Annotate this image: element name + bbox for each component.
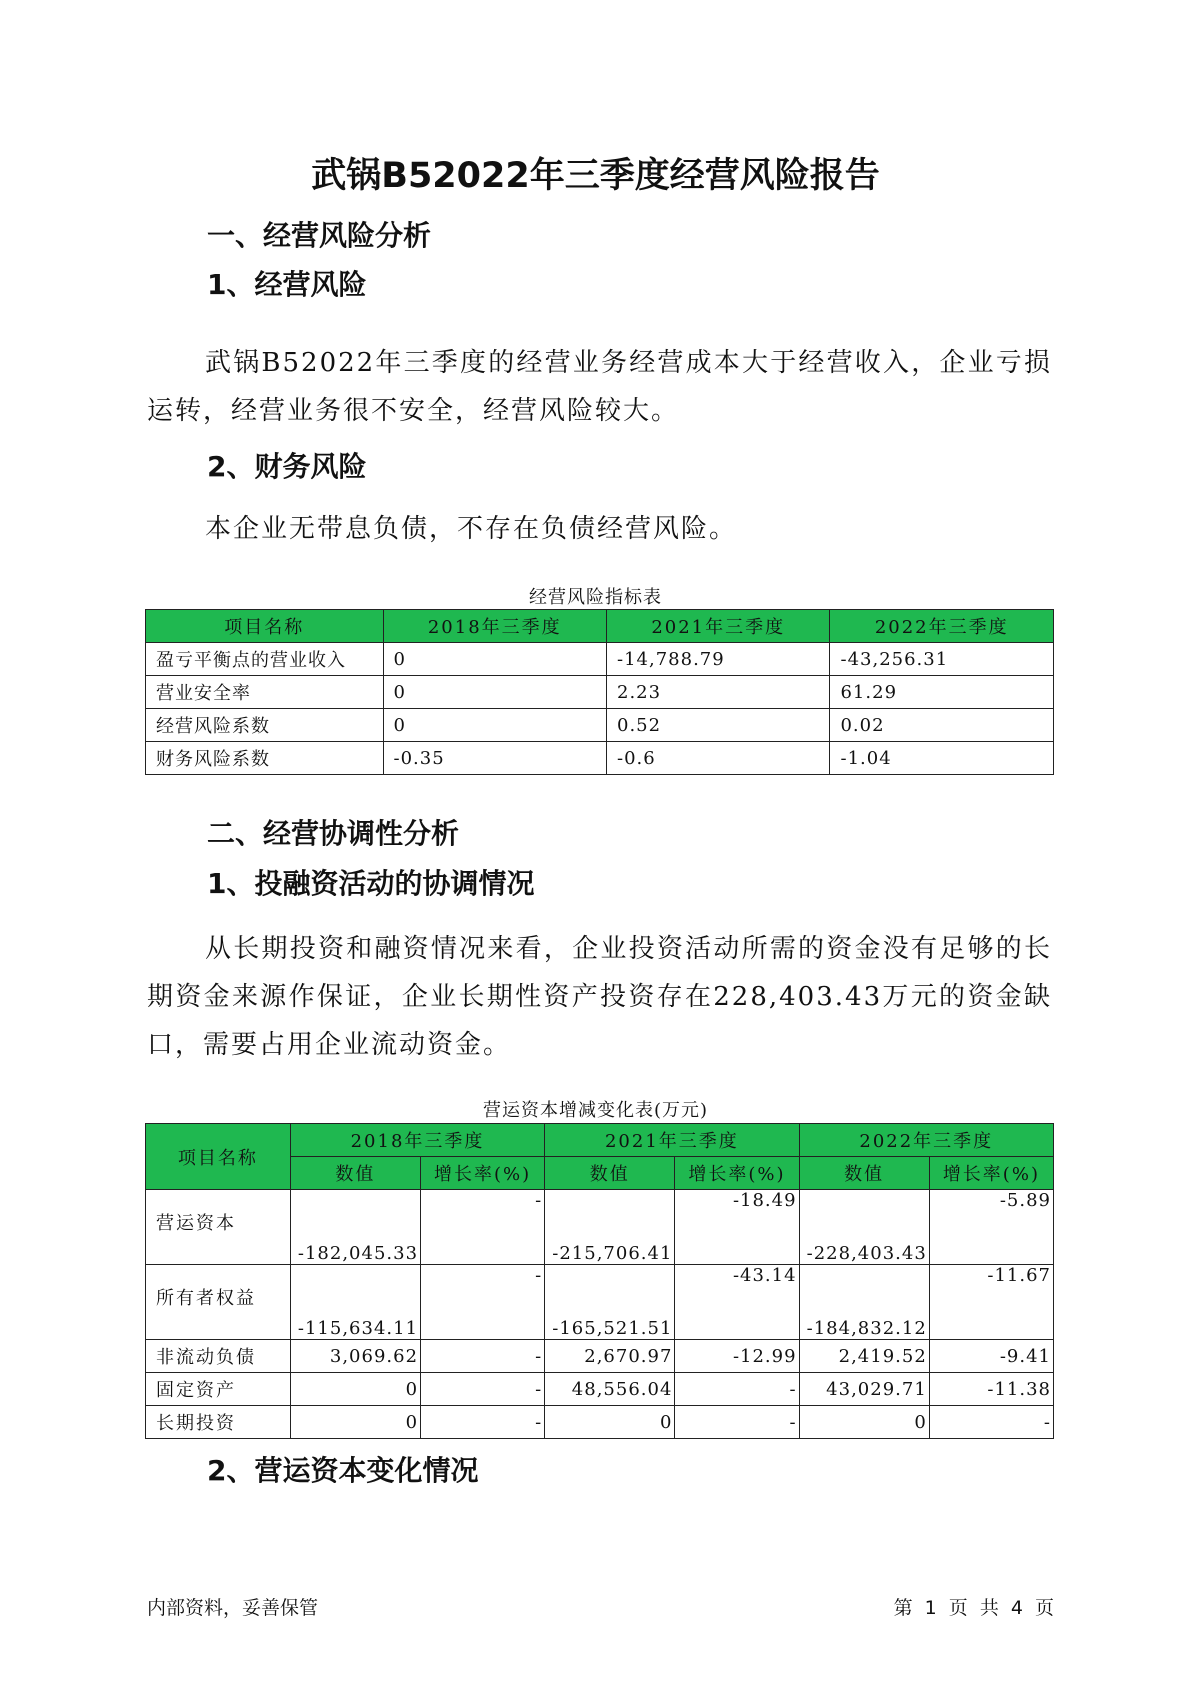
value-cell: -165,521.51	[545, 1265, 675, 1340]
document-title: 武锅B52022年三季度经营风险报告	[311, 156, 880, 196]
rate-subheader: 增长率(%)	[421, 1157, 545, 1190]
growth-rate-cell: -	[675, 1373, 799, 1406]
row-label: 固定资产	[146, 1373, 291, 1406]
value-cell: 0	[290, 1406, 420, 1439]
growth-rate-cell: -	[929, 1406, 1053, 1439]
growth-rate-cell: -43.14	[675, 1265, 799, 1340]
growth-rate-cell: -12.99	[675, 1340, 799, 1373]
table-caption-risk-indicators: 经营风险指标表	[529, 587, 662, 608]
table-row	[146, 1190, 1054, 1265]
growth-rate-cell: -11.67	[929, 1265, 1053, 1340]
column-header: 2021年三季度	[607, 610, 830, 643]
row-label: 财务风险系数	[146, 742, 384, 775]
table-row	[146, 1265, 1054, 1340]
table-cell: -0.6	[607, 742, 830, 775]
table-header-row	[146, 1124, 1054, 1157]
subheading-operating-risk: 1、经营风险	[207, 268, 367, 301]
value-cell: -228,403.43	[799, 1190, 929, 1265]
growth-rate-cell: -	[421, 1340, 545, 1373]
row-label: 经营风险系数	[146, 709, 384, 742]
period-header: 2021年三季度	[545, 1124, 799, 1157]
table-cell: -14,788.79	[607, 643, 830, 676]
footer-page-number: 第 1 页 共 4 页	[893, 1597, 1054, 1619]
working-capital-table	[145, 1123, 1054, 1439]
growth-rate-cell: -	[421, 1265, 545, 1340]
table-row	[146, 1340, 1054, 1373]
row-label: 所有者权益	[146, 1265, 291, 1340]
table-cell: 0.52	[607, 709, 830, 742]
paragraph-financial-risk: 本企业无带息负债，不存在负债经营风险。	[205, 514, 738, 544]
table-row	[146, 643, 1054, 676]
value-cell: 0	[290, 1373, 420, 1406]
table-cell: 2.23	[607, 676, 830, 709]
table-row	[146, 676, 1054, 709]
growth-rate-cell: -	[421, 1373, 545, 1406]
table-cell: -1.04	[830, 742, 1054, 775]
footer-confidential-note: 内部资料，妥善保管	[147, 1597, 319, 1619]
period-header: 2022年三季度	[799, 1124, 1053, 1157]
table-cell: 0	[383, 709, 606, 742]
column-header: 项目名称	[146, 610, 384, 643]
row-label: 盈亏平衡点的营业收入	[146, 643, 384, 676]
table-row	[146, 742, 1054, 775]
value-cell: 48,556.04	[545, 1373, 675, 1406]
section-heading-coordination: 二、经营协调性分析	[207, 817, 460, 850]
column-header: 项目名称	[146, 1124, 291, 1190]
subheading-financial-risk: 2、财务风险	[207, 450, 367, 483]
value-cell: 43,029.71	[799, 1373, 929, 1406]
value-cell: 0	[799, 1406, 929, 1439]
subheading-working-capital-change: 2、营运资本变化情况	[207, 1454, 479, 1487]
value-subheader: 数值	[799, 1157, 929, 1190]
row-label: 非流动负债	[146, 1340, 291, 1373]
column-header: 2018年三季度	[383, 610, 606, 643]
value-cell: -182,045.33	[290, 1190, 420, 1265]
risk-indicator-table	[145, 609, 1054, 775]
growth-rate-cell: -	[421, 1190, 545, 1265]
growth-rate-cell: -	[421, 1406, 545, 1439]
row-label: 营运资本	[146, 1190, 291, 1265]
growth-rate-cell: -9.41	[929, 1340, 1053, 1373]
paragraph-operating-risk: 武锅B52022年三季度的经营业务经营成本大于经营收入，企业亏损运转，经营业务很不安全，经营风险较大。	[147, 348, 1052, 426]
paragraph-investment-financing: 从长期投资和融资情况来看，企业投资活动所需的资金没有足够的长期资金来源作保证，企业长期性资产投资存在228,403.43万元的资金缺口，需要占用企业流动资金。	[147, 934, 1052, 1060]
value-cell: 3,069.62	[290, 1340, 420, 1373]
growth-rate-cell: -18.49	[675, 1190, 799, 1265]
value-cell: -215,706.41	[545, 1190, 675, 1265]
table-cell: -0.35	[383, 742, 606, 775]
growth-rate-cell: -	[675, 1406, 799, 1439]
growth-rate-cell: -11.38	[929, 1373, 1053, 1406]
table-cell: 61.29	[830, 676, 1054, 709]
period-header: 2018年三季度	[290, 1124, 544, 1157]
table-row	[146, 1373, 1054, 1406]
table-cell: -43,256.31	[830, 643, 1054, 676]
value-cell: -115,634.11	[290, 1265, 420, 1340]
value-subheader: 数值	[545, 1157, 675, 1190]
row-label: 长期投资	[146, 1406, 291, 1439]
table-cell: 0	[383, 676, 606, 709]
table-cell: 0.02	[830, 709, 1054, 742]
column-header: 2022年三季度	[830, 610, 1054, 643]
value-subheader: 数值	[290, 1157, 420, 1190]
table-header-row	[146, 610, 1054, 643]
rate-subheader: 增长率(%)	[675, 1157, 799, 1190]
table-row	[146, 1406, 1054, 1439]
section-heading-risk-analysis: 一、经营风险分析	[207, 219, 432, 252]
value-cell: 2,419.52	[799, 1340, 929, 1373]
growth-rate-cell: -5.89	[929, 1190, 1053, 1265]
value-cell: 0	[545, 1406, 675, 1439]
value-cell: -184,832.12	[799, 1265, 929, 1340]
table-caption-working-capital: 营运资本增减变化表(万元)	[482, 1100, 709, 1121]
table-cell: 0	[383, 643, 606, 676]
value-cell: 2,670.97	[545, 1340, 675, 1373]
table-row	[146, 709, 1054, 742]
row-label: 营业安全率	[146, 676, 384, 709]
rate-subheader: 增长率(%)	[929, 1157, 1053, 1190]
subheading-investment-financing: 1、投融资活动的协调情况	[207, 867, 535, 900]
